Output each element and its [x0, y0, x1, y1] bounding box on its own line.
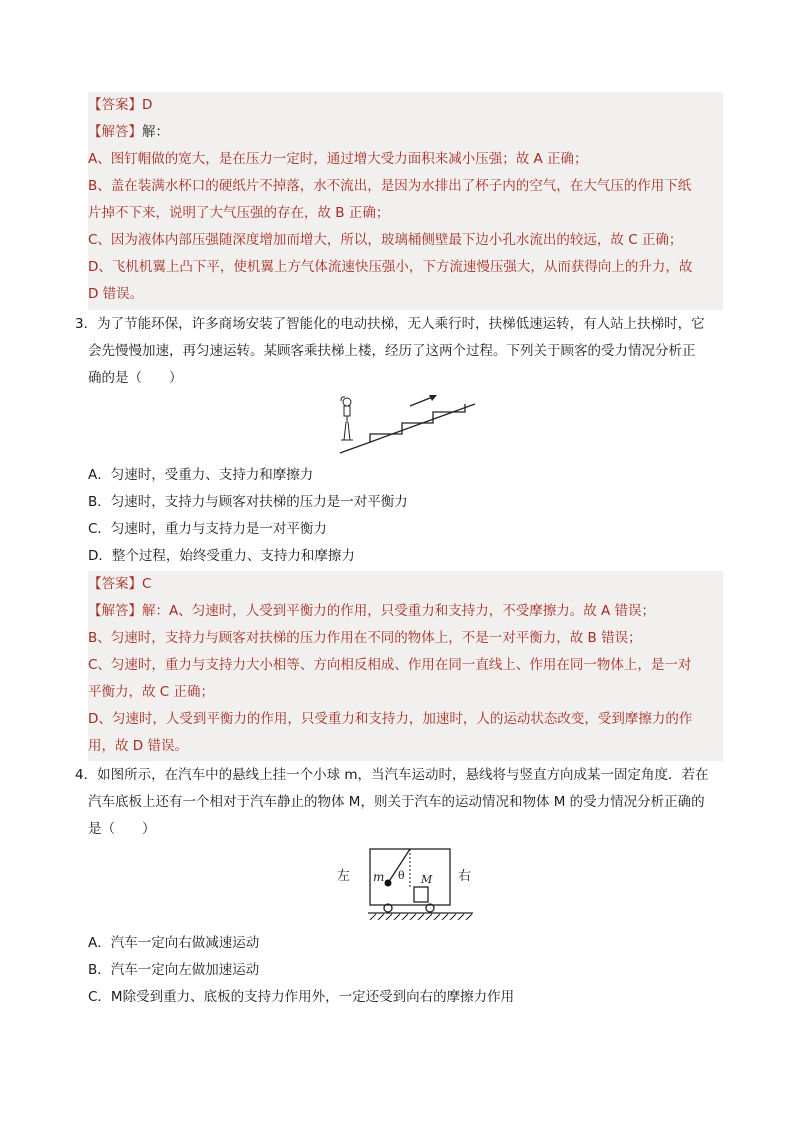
solution-line: 【解答】解：A、匀速时，人受到平衡力的作用，只受重力和支持力，不受摩擦力。故 A 错误； — [88, 603, 656, 619]
solution-line: 片掉不下来，说明了大气压强的存在，故 B 正确； — [88, 205, 390, 221]
label-ball: m — [373, 870, 385, 884]
q3-stem-line: 3．为了节能环保，许多商场安装了智能化的电动扶梯，无人乘行时，扶梯低速运转，有人站上扶梯时，它 — [75, 316, 705, 332]
solution-line: D、飞机机翼上凸下平，使机翼上方气体流速快压强小，下方流速慢压强大，从而获得向上的升力，故 — [88, 259, 693, 275]
car-pendulum-figure — [330, 845, 480, 920]
q2-answer-block — [88, 92, 723, 310]
solution-line: D 错误。 — [88, 286, 144, 302]
solution-line: C、匀速时，重力与支持力大小相等、方向相反相成、作用在同一直线上、作用在同一物体上，是一对 — [88, 657, 692, 673]
label-block: M — [421, 873, 433, 886]
answer-line: 【答案】C — [88, 576, 152, 592]
q4-stem-line: 4．如图所示，在汽车中的悬线上挂一个小球 m，当汽车运动时，悬线将与竖直方向成某一固定角度．若在 — [75, 767, 709, 783]
q3-option-d: D．整个过程，始终受重力、支持力和摩擦力 — [88, 548, 355, 564]
escalator-figure — [335, 392, 480, 457]
solution-line: 【解答】解： — [88, 124, 169, 140]
solution-line: 用，故 D 错误。 — [88, 738, 188, 754]
q4-stem-line: 汽车底板上还有一个相对于汽车静止的物体 M，则关于汽车的运动情况和物体 M 的受力情况分析正确的 — [88, 794, 705, 810]
q3-stem-line: 会先慢慢加速，再匀速运转。某顾客乘扶梯上楼，经历了这两个过程。下列关于顾客的受力情况分析正 — [88, 343, 696, 359]
label-angle: θ — [398, 869, 405, 882]
q3-option-a: A．匀速时，受重力、支持力和摩擦力 — [88, 467, 314, 483]
label-left: 左 — [337, 869, 351, 884]
q3-answer-block — [88, 571, 723, 761]
answer-line: 【答案】D — [88, 97, 153, 113]
solution-line: C、因为液体内部压强随深度增加而增大，所以，玻璃桶侧壁最下边小孔水流出的较远，故 C 正确； — [88, 232, 683, 248]
q4-option-c: C．M除受到重力、底板的支持力作用外，一定还受到向右的摩擦力作用 — [88, 989, 515, 1005]
q4-option-a: A．汽车一定向右做减速运动 — [88, 935, 260, 951]
solution-line: B、匀速时，支持力与顾客对扶梯的压力作用在不同的物体上，不是一对平衡力，故 B 错误； — [88, 630, 642, 646]
q3-option-b: B．匀速时，支持力与顾客对扶梯的压力是一对平衡力 — [88, 494, 408, 510]
solution-line: A、图钉帽做的宽大，是在压力一定时，通过增大受力面积来减小压强；故 A 正确； — [88, 151, 588, 167]
label-right: 右 — [458, 869, 472, 884]
q4-option-b: B．汽车一定向左做加速运动 — [88, 962, 260, 978]
solution-line: 平衡力，故 C 正确； — [88, 684, 215, 700]
solution-line: B、盖在装满水杯口的硬纸片不掉落，水不流出，是因为水排出了杯子内的空气，在大气压的作用下纸 — [88, 178, 692, 194]
solution-line: D、匀速时，人受到平衡力的作用，只受重力和支持力，加速时，人的运动状态改变，受到摩擦力的作 — [88, 711, 693, 727]
q3-stem-line: 确的是（ ） — [88, 370, 183, 386]
ball-icon — [385, 880, 392, 887]
q3-option-c: C．匀速时，重力与支持力是一对平衡力 — [88, 521, 327, 537]
q4-stem-line: 是（ ） — [88, 821, 156, 837]
person-icon — [341, 397, 353, 440]
